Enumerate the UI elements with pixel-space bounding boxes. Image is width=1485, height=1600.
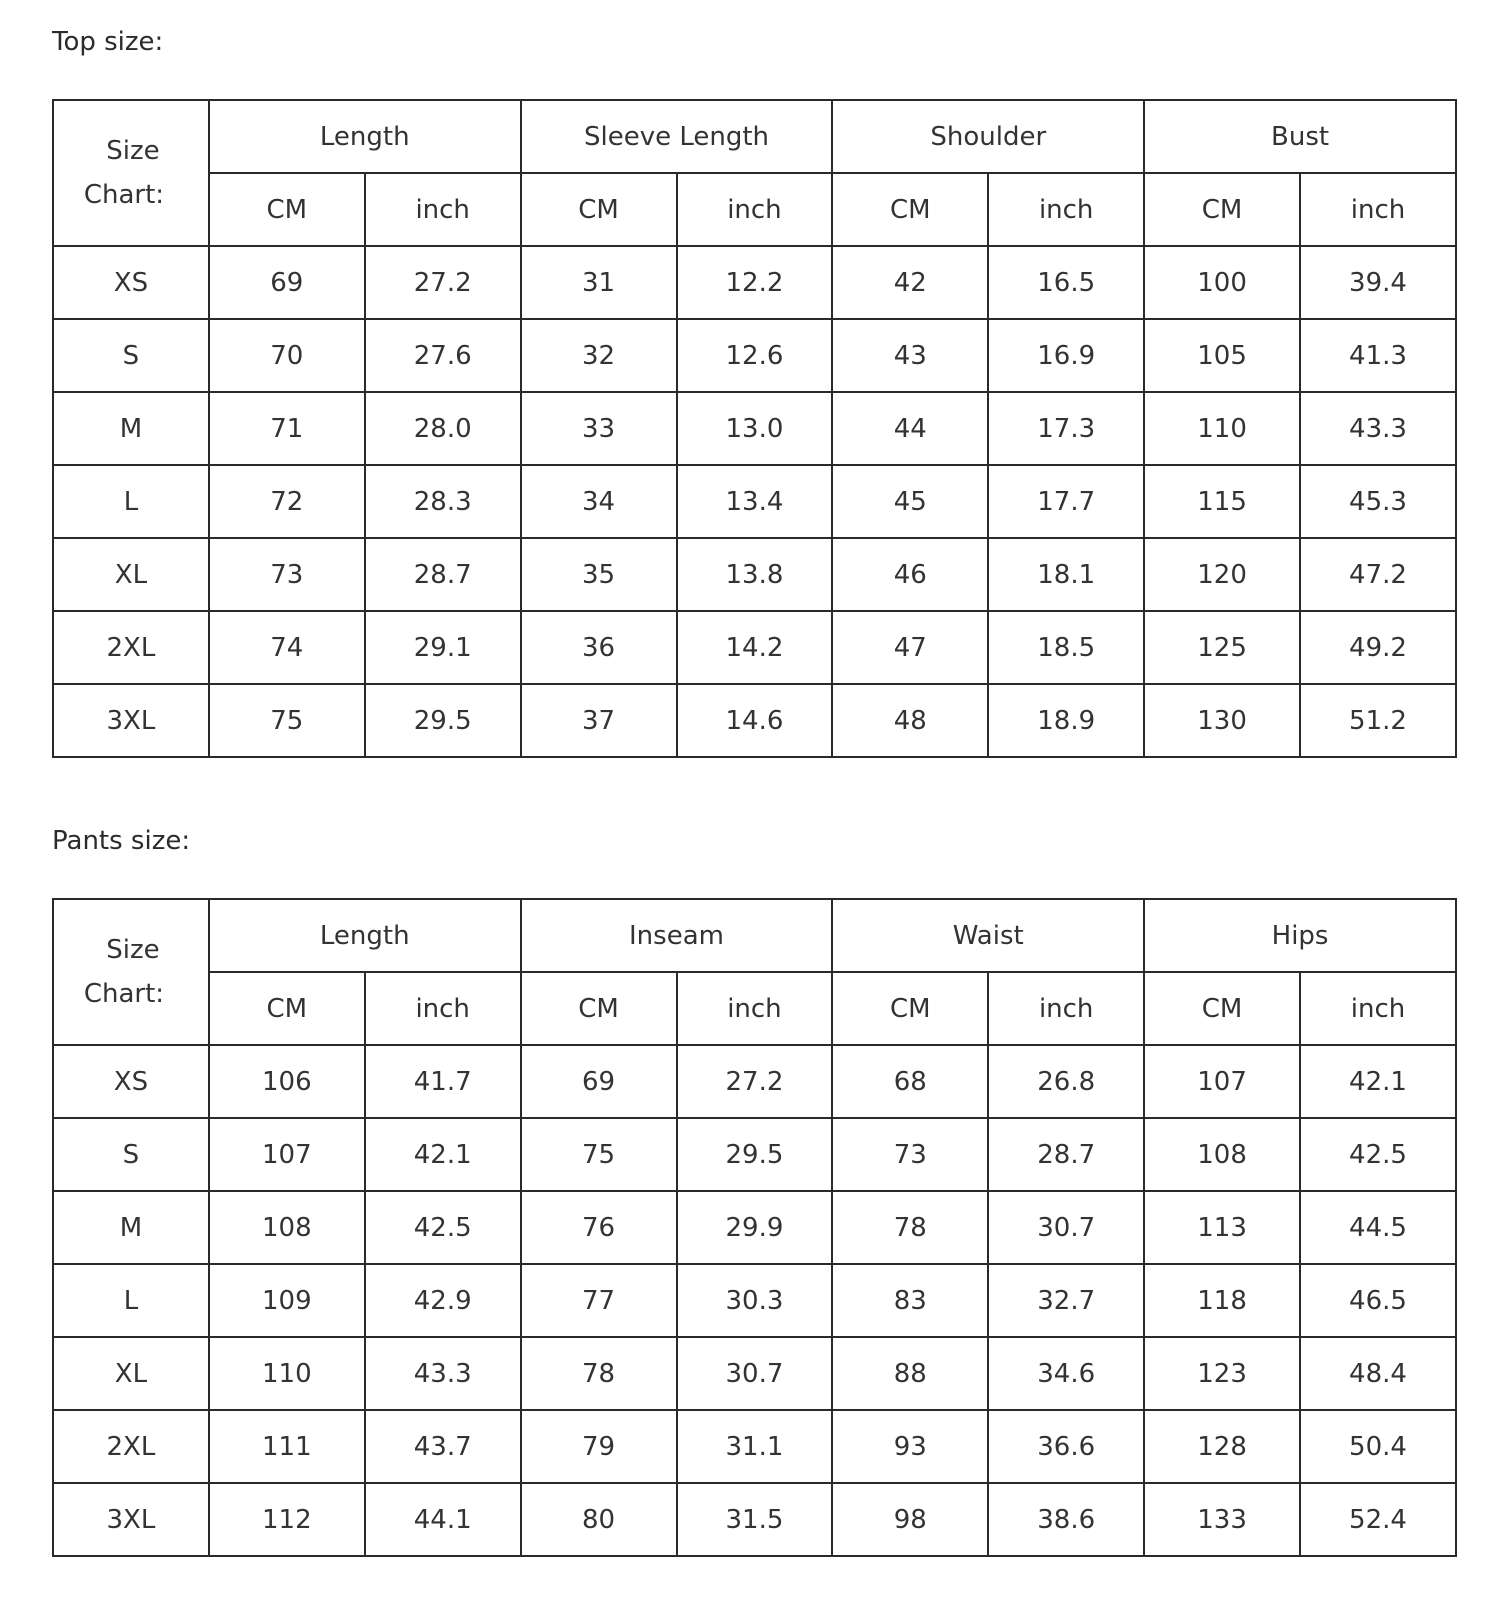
value-cell: 12.6 [677, 319, 833, 392]
value-cell: 68 [832, 1045, 988, 1118]
value-cell: 100 [1144, 246, 1300, 319]
pants-size-chart-label [53, 899, 209, 1045]
pants-size-table [52, 898, 1457, 1557]
top-size-chart-label [53, 100, 209, 246]
size-label-line2: Chart: [83, 979, 165, 1009]
value-cell: 41.3 [1300, 319, 1456, 392]
value-cell: 32 [521, 319, 677, 392]
value-cell: 42.5 [1300, 1118, 1456, 1191]
value-cell: 120 [1144, 538, 1300, 611]
value-cell: 76 [521, 1191, 677, 1264]
value-cell: 109 [209, 1264, 365, 1337]
size-cell: XL [53, 1337, 209, 1410]
value-cell: 52.4 [1300, 1483, 1456, 1556]
value-cell: 38.6 [988, 1483, 1144, 1556]
value-cell: 118 [1144, 1264, 1300, 1337]
value-cell: 44.5 [1300, 1191, 1456, 1264]
value-cell: 47.2 [1300, 538, 1456, 611]
value-cell: 34.6 [988, 1337, 1144, 1410]
table-row [53, 1045, 1456, 1118]
size-label-line2: Chart: [83, 180, 165, 210]
value-cell: 71 [209, 392, 365, 465]
size-cell: L [53, 465, 209, 538]
top-group-header-shoulder: Shoulder [832, 100, 1144, 173]
pants-group-header-length: Length [209, 899, 521, 972]
value-cell: 31.1 [677, 1410, 833, 1483]
value-cell: 26.8 [988, 1045, 1144, 1118]
table-row [53, 1410, 1456, 1483]
size-cell: XS [53, 246, 209, 319]
value-cell: 43 [832, 319, 988, 392]
unit-inch-header: inch [1300, 972, 1456, 1045]
value-cell: 36.6 [988, 1410, 1144, 1483]
unit-inch-header: inch [677, 173, 833, 246]
unit-inch-header: inch [988, 173, 1144, 246]
value-cell: 43.7 [365, 1410, 521, 1483]
unit-cm-header: CM [1144, 972, 1300, 1045]
value-cell: 43.3 [1300, 392, 1456, 465]
pants-group-header-hips: Hips [1144, 899, 1456, 972]
table-row [53, 1191, 1456, 1264]
value-cell: 13.4 [677, 465, 833, 538]
value-cell: 36 [521, 611, 677, 684]
unit-inch-header: inch [677, 972, 833, 1045]
table-row [53, 1264, 1456, 1337]
unit-cm-header: CM [521, 173, 677, 246]
value-cell: 42.1 [365, 1118, 521, 1191]
value-cell: 44.1 [365, 1483, 521, 1556]
value-cell: 39.4 [1300, 246, 1456, 319]
table-row [53, 392, 1456, 465]
value-cell: 88 [832, 1337, 988, 1410]
value-cell: 45.3 [1300, 465, 1456, 538]
value-cell: 18.5 [988, 611, 1144, 684]
value-cell: 77 [521, 1264, 677, 1337]
value-cell: 51.2 [1300, 684, 1456, 757]
value-cell: 133 [1144, 1483, 1300, 1556]
pants-table-body [53, 1045, 1456, 1556]
value-cell: 27.2 [677, 1045, 833, 1118]
value-cell: 108 [209, 1191, 365, 1264]
size-cell: L [53, 1264, 209, 1337]
value-cell: 78 [521, 1337, 677, 1410]
value-cell: 110 [1144, 392, 1300, 465]
value-cell: 37 [521, 684, 677, 757]
value-cell: 108 [1144, 1118, 1300, 1191]
pants-group-header-waist: Waist [832, 899, 1144, 972]
value-cell: 83 [832, 1264, 988, 1337]
value-cell: 48 [832, 684, 988, 757]
size-cell: S [53, 1118, 209, 1191]
value-cell: 46.5 [1300, 1264, 1456, 1337]
value-cell: 42.1 [1300, 1045, 1456, 1118]
table-row [53, 319, 1456, 392]
table-row [53, 1118, 1456, 1191]
value-cell: 111 [209, 1410, 365, 1483]
size-cell: S [53, 319, 209, 392]
value-cell: 34 [521, 465, 677, 538]
value-cell: 27.6 [365, 319, 521, 392]
table-row [53, 684, 1456, 757]
table-row [53, 465, 1456, 538]
value-cell: 35 [521, 538, 677, 611]
table-row [53, 246, 1456, 319]
size-cell: M [53, 1191, 209, 1264]
value-cell: 29.9 [677, 1191, 833, 1264]
value-cell: 49.2 [1300, 611, 1456, 684]
value-cell: 73 [209, 538, 365, 611]
value-cell: 42.9 [365, 1264, 521, 1337]
top-table-body [53, 246, 1456, 757]
size-cell: 2XL [53, 1410, 209, 1483]
value-cell: 78 [832, 1191, 988, 1264]
value-cell: 28.7 [365, 538, 521, 611]
value-cell: 128 [1144, 1410, 1300, 1483]
value-cell: 115 [1144, 465, 1300, 538]
value-cell: 14.6 [677, 684, 833, 757]
value-cell: 30.7 [988, 1191, 1144, 1264]
value-cell: 107 [1144, 1045, 1300, 1118]
value-cell: 17.3 [988, 392, 1144, 465]
value-cell: 46 [832, 538, 988, 611]
value-cell: 31.5 [677, 1483, 833, 1556]
value-cell: 16.5 [988, 246, 1144, 319]
value-cell: 28.3 [365, 465, 521, 538]
value-cell: 18.9 [988, 684, 1144, 757]
value-cell: 130 [1144, 684, 1300, 757]
size-label-line1: Size [106, 935, 160, 965]
unit-cm-header: CM [521, 972, 677, 1045]
value-cell: 42.5 [365, 1191, 521, 1264]
value-cell: 41.7 [365, 1045, 521, 1118]
value-cell: 13.0 [677, 392, 833, 465]
value-cell: 110 [209, 1337, 365, 1410]
unit-inch-header: inch [365, 173, 521, 246]
top-header-row-units [53, 173, 1456, 246]
value-cell: 30.7 [677, 1337, 833, 1410]
value-cell: 79 [521, 1410, 677, 1483]
unit-cm-header: CM [832, 173, 988, 246]
size-cell: M [53, 392, 209, 465]
value-cell: 75 [209, 684, 365, 757]
value-cell: 80 [521, 1483, 677, 1556]
value-cell: 50.4 [1300, 1410, 1456, 1483]
value-cell: 16.9 [988, 319, 1144, 392]
value-cell: 14.2 [677, 611, 833, 684]
value-cell: 18.1 [988, 538, 1144, 611]
value-cell: 75 [521, 1118, 677, 1191]
value-cell: 17.7 [988, 465, 1144, 538]
value-cell: 29.1 [365, 611, 521, 684]
value-cell: 98 [832, 1483, 988, 1556]
unit-inch-header: inch [365, 972, 521, 1045]
value-cell: 48.4 [1300, 1337, 1456, 1410]
value-cell: 107 [209, 1118, 365, 1191]
value-cell: 123 [1144, 1337, 1300, 1410]
top-group-header-sleeve-length: Sleeve Length [521, 100, 833, 173]
unit-cm-header: CM [209, 972, 365, 1045]
size-cell: 2XL [53, 611, 209, 684]
value-cell: 113 [1144, 1191, 1300, 1264]
value-cell: 73 [832, 1118, 988, 1191]
value-cell: 30.3 [677, 1264, 833, 1337]
value-cell: 28.7 [988, 1118, 1144, 1191]
value-cell: 12.2 [677, 246, 833, 319]
unit-inch-header: inch [1300, 173, 1456, 246]
top-group-header-bust: Bust [1144, 100, 1456, 173]
top-group-header-length: Length [209, 100, 521, 173]
value-cell: 112 [209, 1483, 365, 1556]
unit-cm-header: CM [1144, 173, 1300, 246]
pants-header-row-groups [53, 899, 1456, 972]
size-label-line1: Size [106, 136, 160, 166]
size-cell: 3XL [53, 684, 209, 757]
unit-inch-header: inch [988, 972, 1144, 1045]
pants-header-row-units [53, 972, 1456, 1045]
value-cell: 45 [832, 465, 988, 538]
value-cell: 32.7 [988, 1264, 1144, 1337]
value-cell: 27.2 [365, 246, 521, 319]
value-cell: 44 [832, 392, 988, 465]
size-cell: 3XL [53, 1483, 209, 1556]
value-cell: 74 [209, 611, 365, 684]
unit-cm-header: CM [209, 173, 365, 246]
value-cell: 70 [209, 319, 365, 392]
top-size-title: Top size: [52, 27, 164, 57]
size-cell: XS [53, 1045, 209, 1118]
table-row [53, 1483, 1456, 1556]
value-cell: 69 [209, 246, 365, 319]
value-cell: 105 [1144, 319, 1300, 392]
table-row [53, 611, 1456, 684]
table-row [53, 538, 1456, 611]
unit-cm-header: CM [832, 972, 988, 1045]
table-row [53, 1337, 1456, 1410]
value-cell: 42 [832, 246, 988, 319]
top-size-table [52, 99, 1457, 758]
pants-size-title: Pants size: [52, 826, 191, 856]
size-cell: XL [53, 538, 209, 611]
value-cell: 43.3 [365, 1337, 521, 1410]
value-cell: 47 [832, 611, 988, 684]
value-cell: 125 [1144, 611, 1300, 684]
value-cell: 31 [521, 246, 677, 319]
value-cell: 72 [209, 465, 365, 538]
value-cell: 33 [521, 392, 677, 465]
value-cell: 69 [521, 1045, 677, 1118]
pants-group-header-inseam: Inseam [521, 899, 833, 972]
value-cell: 29.5 [365, 684, 521, 757]
top-header-row-groups [53, 100, 1456, 173]
value-cell: 93 [832, 1410, 988, 1483]
value-cell: 13.8 [677, 538, 833, 611]
value-cell: 29.5 [677, 1118, 833, 1191]
value-cell: 28.0 [365, 392, 521, 465]
value-cell: 106 [209, 1045, 365, 1118]
